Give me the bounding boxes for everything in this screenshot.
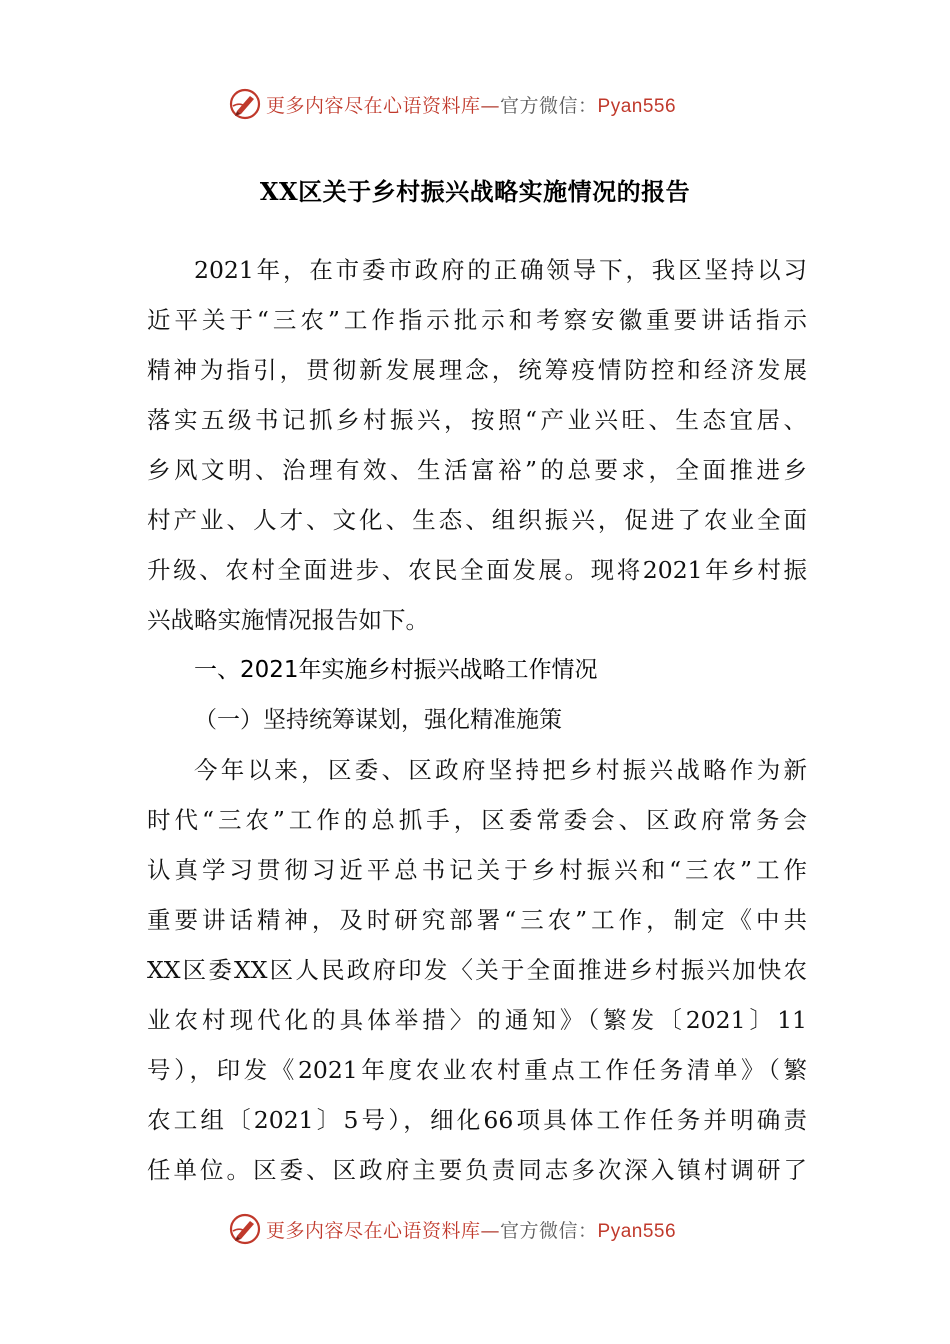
paragraph-line: 精神为指引，贯彻新发展理念，统筹疫情防控和经济发展 <box>147 356 807 384</box>
paragraph-line: 重要讲话精神，及时研究部署“三农”工作，制定《中共 <box>147 906 807 934</box>
footer-watermark-banner <box>0 1209 950 1249</box>
pen-logo-icon <box>228 1212 262 1246</box>
paragraph-line: 落实五级书记抓乡村振兴，按照“产业兴旺、生态宜居、 <box>147 406 807 434</box>
paragraph-line: 农工组〔2021〕5号），细化66项具体工作任务并明确责 <box>147 1106 807 1134</box>
pen-logo-icon <box>228 87 262 121</box>
paragraph-line: 业农村现代化的具体举措〉的通知》（繁发〔2021〕11 <box>147 1006 807 1034</box>
paragraph-line: 近平关于“三农”工作指示批示和考察安徽重要讲话指示 <box>147 306 807 334</box>
section-heading: 一、2021年实施乡村振兴战略工作情况 <box>194 657 598 683</box>
paragraph-line: 认真学习贯彻习近平总书记关于乡村振兴和“三农”工作 <box>147 856 807 884</box>
paragraph-line: 兴战略实施情况报告如下。 <box>147 606 429 634</box>
paragraph-line: 今年以来，区委、区政府坚持把乡村振兴战略作为新 <box>194 756 807 784</box>
paragraph-line: 任单位。区委、区政府主要负责同志多次深入镇村调研了 <box>147 1156 807 1184</box>
paragraph-line: 2021年，在市委市政府的正确领导下，我区坚持以习 <box>194 256 807 284</box>
subsection-heading: （一）坚持统筹谋划，强化精准施策 <box>194 707 562 733</box>
paragraph-line: XX区委XX区人民政府印发〈关于全面推进乡村振兴加快农 <box>147 956 807 984</box>
paragraph-line: 号），印发《2021年度农业农村重点工作任务清单》（繁 <box>147 1056 807 1084</box>
paragraph-line: 时代“三农”工作的总抓手，区委常委会、区政府常务会 <box>147 806 807 834</box>
paragraph-line: 乡风文明、治理有效、生活富裕”的总要求，全面推进乡 <box>147 456 807 484</box>
paragraph-line: 升级、农村全面进步、农民全面发展。现将2021年乡村振 <box>147 556 807 584</box>
header-watermark-banner <box>0 84 950 124</box>
watermark-text: 更多内容尽在心语资料库—官方微信：Pyan556 <box>266 94 677 117</box>
document-title: XX区关于乡村振兴战略实施情况的报告 <box>259 177 691 206</box>
paragraph-line: 村产业、人才、文化、生态、组织振兴，促进了农业全面 <box>147 506 807 534</box>
watermark-text: 更多内容尽在心语资料库—官方微信：Pyan556 <box>266 1219 677 1242</box>
